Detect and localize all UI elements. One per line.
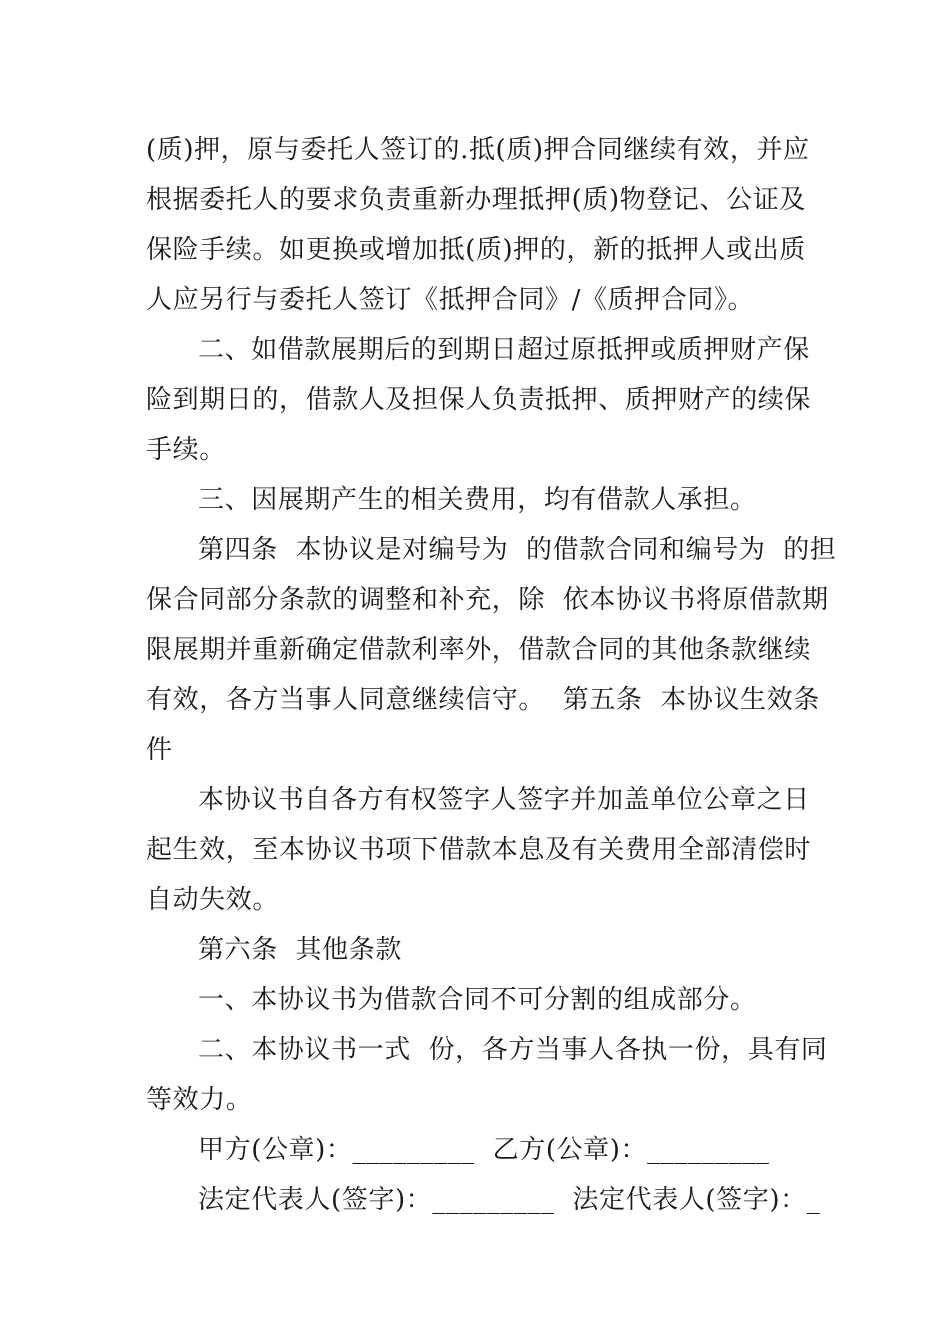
body-text-line: 有效，各方当事人同意继续信守。 第五条 本协议生效条 xyxy=(146,685,820,715)
signature-representative-line: 法定代表人(签字)：_________ 法定代表人(签字)：_ xyxy=(198,1185,821,1215)
body-text-line: 人应另行与委托人签订《抵押合同》/《质押合同》。 xyxy=(146,285,755,315)
paragraph-first-line: 第四条 本协议是对编号为 的借款合同和编号为 的担 xyxy=(198,535,837,565)
body-text-line: 件 xyxy=(146,735,173,765)
paragraph-first-line: 二、如借款展期后的到期日超过原抵押或质押财产保 xyxy=(198,335,810,365)
section-heading: 第六条 其他条款 xyxy=(198,935,402,965)
body-text-line: 手续。 xyxy=(146,435,226,465)
body-text-line: 险到期日的，借款人及担保人负责抵押、质押财产的续保 xyxy=(146,385,812,415)
body-text-line: 等效力。 xyxy=(146,1085,253,1115)
body-text-line: 根据委托人的要求负责重新办理抵押(质)物登记、公证及 xyxy=(146,185,806,215)
signature-seal-line: 甲方(公章)：_________ 乙方(公章)：_________ xyxy=(198,1135,770,1165)
body-text-line: 限展期并重新确定借款利率外，借款合同的其他条款继续 xyxy=(146,635,812,665)
body-text-line: 保合同部分条款的调整和补充，除 依本协议书将原借款期 xyxy=(146,585,829,615)
paragraph-first-line: 二、本协议书一式 份，各方当事人各执一份，具有同 xyxy=(198,1035,828,1065)
paragraph-first-line: 一、本协议书为借款合同不可分割的组成部分。 xyxy=(198,985,757,1015)
body-text-line: (质)押，原与委托人签订的.抵(质)押合同继续有效，并应 xyxy=(146,135,810,165)
body-text-line: 保险手续。如更换或增加抵(质)押的，新的抵押人或出质 xyxy=(146,235,806,265)
body-text-line: 起生效，至本协议书项下借款本息及有关费用全部清偿时 xyxy=(146,835,812,865)
paragraph-first-line: 本协议书自各方有权签字人签字并加盖单位公章之日 xyxy=(198,785,810,815)
body-text-line: 自动失效。 xyxy=(146,885,280,915)
paragraph-first-line: 三、因展期产生的相关费用，均有借款人承担。 xyxy=(198,485,757,515)
